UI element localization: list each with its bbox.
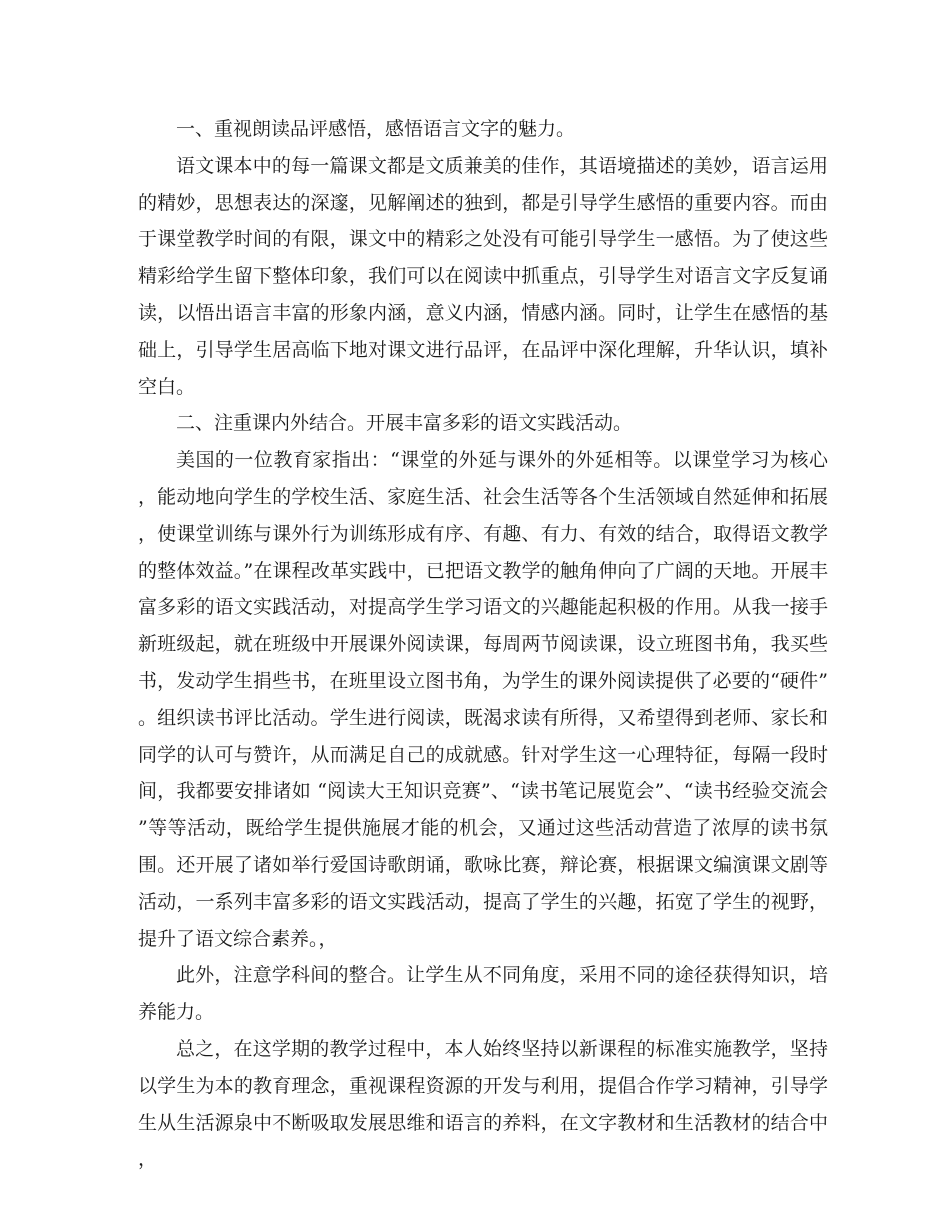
section-heading-1: 一、重视朗读品评感悟，感悟语言文字的魅力。 <box>176 118 576 140</box>
paragraph-4: 总之，在这学期的教学过程中，本人始终坚持以新课程的标准实施教学，坚持以学生为本的教育理念，重视课程资源的开发与利用，提倡合作学习精神，引导学生从生活源泉中不断吸取发展思维和语言的养料，在文字教材和生活教材的结合中， <box>138 1037 828 1171</box>
document-body <box>138 111 828 1178</box>
paragraph-2: 美国的一位教育家指出：“课堂的外延与课外的外延相等。以课堂学习为核心，能动地向学生的学校生活、家庭生活、社会生活等各个生活领域自然延伸和拓展，使课堂训练与课外行为训练形成有序、有趣、有力、有效的结合，取得语文教学的整体效益。”在课程改革实践中，已把语文教学的触角伸向了广阔的天地。开展丰富多彩的语文实践活动，对提高学生学习语文的兴趣能起积极的作用。从我一接手新班级起，就在班级中开展课外阅读课，每周两节阅读课，设立班图书角，我买些书，发动学生捐些书，在班里设立图书角，为学生的课外阅读提供了必要的“硬件”。组织读书评比活动。学生进行阅读，既渴求读有所得，又希望得到老师、家长和同学的认可与赞许，从而满足自己的成就感。针对学生这一心理特征，每隔一段时间，我都要安排诸如 “阅读大王知识竞赛”、“读书笔记展览会”、“读书经验交流会”等等活动，既给学生提供施展才能的机会，又通过这些活动营造了浓厚的读书氛围。还开展了诸如举行爱国诗歌朗诵，歌咏比赛，辩论赛，根据课文编演课文剧等活动，一系列丰富多彩的语文实践活动，提高了学生的兴趣，拓宽了学生的视野，提升了语文综合素养。， <box>138 449 828 950</box>
paragraph-1: 语文课本中的每一篇课文都是文质兼美的佳作，其语境描述的美妙，语言运用的精妙，思想表达的深邃，见解阐述的独到，都是引导学生感悟的重要内容。而由于课堂教学时间的有限，课文中的精彩之处没有可能引导学生一感悟。为了使这些精彩给学生留下整体印象，我们可以在阅读中抓重点，引导学生对语言文字反复诵读，以悟出语言丰富的形象内涵，意义内涵，情感内涵。同时，让学生在感悟的基础上，引导学生居高临下地对课文进行品评，在品评中深化理解，升华认识，填补空白。 <box>138 154 828 398</box>
paragraph-3: 此外，注意学科间的整合。让学生从不同角度，采用不同的途径获得知识，培养能力。 <box>138 964 828 1024</box>
section-heading-2: 二、注重课内外结合。开展丰富多彩的语文实践活动。 <box>176 412 633 435</box>
